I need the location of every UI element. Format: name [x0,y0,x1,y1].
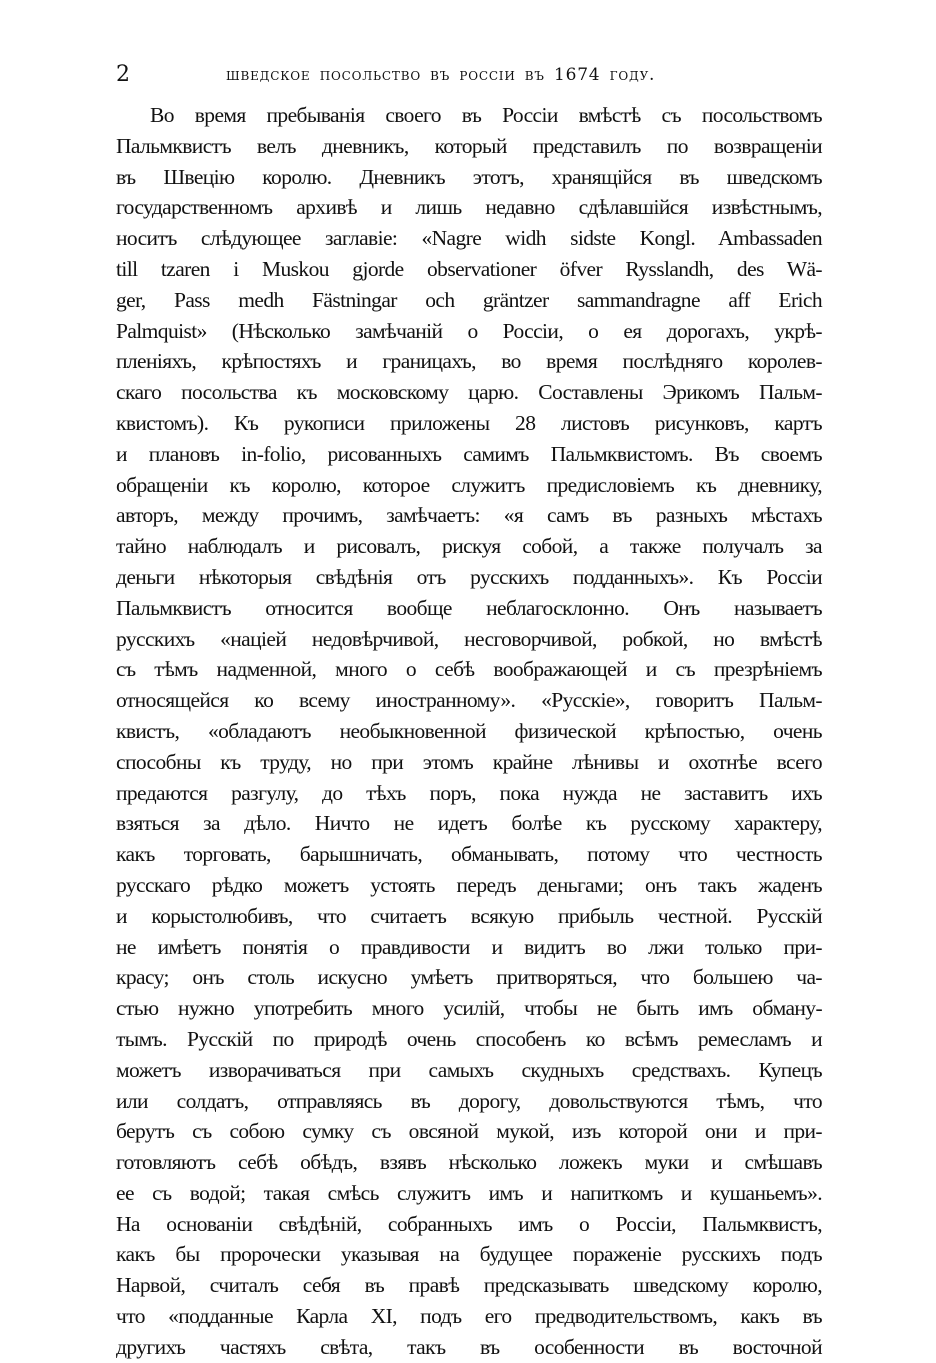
text-line: русскихъ «націей недовѣрчивой, несговорчивой, робкой, но вмѣстѣ [116,626,822,651]
text-line: Пальмквистъ велъ дневникъ, который представилъ по возвращеніи [116,133,822,158]
text-line: какъ торговать, барышничать, обманывать, потому что честность [116,842,822,867]
text-line: пленіяхъ, крѣпостяхъ и границахъ, во время послѣдняго королев- [116,349,822,374]
text-line: квистомъ). Къ рукописи приложены 28 листовъ рисунковъ, картъ [116,410,822,435]
text-line: красу; онъ столь искусно умѣетъ притворяться, что большею ча- [116,965,822,990]
text-line: авторъ, между прочимъ, замѣчаетъ: «я самъ въ разныхъ мѣстахъ [116,503,822,528]
text-line: какъ бы пророчески указывая на будущее пораженіе русскихъ подъ [116,1242,822,1267]
text-line: till tzaren i Muskou gjorde observationer öfver Rysslandh, des Wä- [116,256,822,281]
text-line: въ Швецію королю. Дневникъ этотъ, хранящійся въ шведскомъ [116,164,822,189]
text-line: стью нужно употребить много усилій, чтобы не быть имъ обману- [116,996,822,1021]
text-line: обращеніи къ королю, которое служитъ предисловіемъ къ дневнику, [116,472,822,497]
text-line: или солдатъ, отправляясь въ дорогу, довольствуются тѣмъ, что [116,1088,822,1113]
text-line: На основаніи свѣдѣній, собранныхъ имъ о Россіи, Пальмквистъ, [116,1211,822,1236]
text-line: государственномъ архивѣ и лишь недавно сдѣлавшійся извѣстнымъ, [116,195,822,220]
text-line: другихъ частяхъ свѣта, такъ въ особенности въ восточной [116,1334,822,1359]
text-line: можетъ изворачиваться при самыхъ скудныхъ средствахъ. Купецъ [116,1057,822,1082]
text-line: и корыстолюбивъ, что считаетъ всякую прибыль честной. Русскій [116,903,822,928]
text-line: скаго посольства къ московскому царю. Составлены Эрикомъ Пальм- [116,380,822,405]
text-line: квистъ, «обладаютъ необыкновенной физической крѣпостью, очень [116,718,822,743]
text-line: тайно наблюдалъ и рисовалъ, рискуя собой, а также получалъ за [116,534,822,559]
text-line: Нарвой, считалъ себя въ правѣ предсказывать шведскому королю, [116,1273,822,1298]
text-line: и плановъ in-folio, рисованныхъ самимъ Пальмквистомъ. Въ своемъ [116,441,822,466]
text-line: способны къ труду, но при этомъ крайне лѣнивы и охотнѣе всего [116,749,822,774]
page-header [116,60,816,90]
text-line: Пальмквистъ относится вообще неблагосклонно. Онъ называетъ [116,595,822,620]
text-line: деньги нѣкоторыя свѣдѣнія отъ русскихъ подданныхъ». Къ Россіи [116,564,822,589]
text-line: тымъ. Русскій по природѣ очень способенъ ко всѣмъ ремесламъ и [116,1026,822,1051]
text-line: съ тѣмъ надменной, много о себѣ воображающей и съ презрѣніемъ [116,657,822,682]
text-line: ее съ водой; такая смѣсь служитъ имъ и напиткомъ и кушаньемъ». [116,1180,822,1205]
text-line: Palmquist» (Нѣсколько замѣчаній о Россіи, о ея дорогахъ, укрѣ- [116,318,822,343]
text-line: относящейся ко всему иностранному». «Русскіе», говоритъ Пальм- [116,688,822,713]
text-line: русскаго рѣдко можетъ устоять передъ деньгами; онъ такъ жаденъ [116,872,822,897]
text-line: готовляютъ себѣ обѣдъ, взявъ нѣсколько ложекъ муки и смѣшавъ [116,1150,822,1175]
text-line: взяться за дѣло. Ничто не идетъ болѣе къ русскому характеру, [116,811,822,836]
text-line: Во время пребыванія своего въ Россіи вмѣстѣ съ посольствомъ [150,103,822,127]
body-text [116,100,822,1363]
text-line: ger, Pass medh Fästningar och gräntzer sammandragne aff Erich [116,287,822,312]
text-line: что «подданные Карла XI, подъ его предводительствомъ, какъ въ [116,1304,822,1329]
text-line: не имѣетъ понятія о правдивости и видитъ во лжи только при- [116,934,822,959]
text-line: носитъ слѣдующее заглавіе: «Nagre widh sidste Kongl. Ambassaden [116,226,822,251]
page-number: 2 [116,62,130,87]
text-line: берутъ съ собою сумку съ овсяной мукой, изъ которой они и при- [116,1119,822,1144]
text-line: предаются разгулу, до тѣхъ поръ, пока нужда не заставитъ ихъ [116,780,822,805]
running-title: шведское посольство въ россіи въ 1674 году. [226,65,656,85]
